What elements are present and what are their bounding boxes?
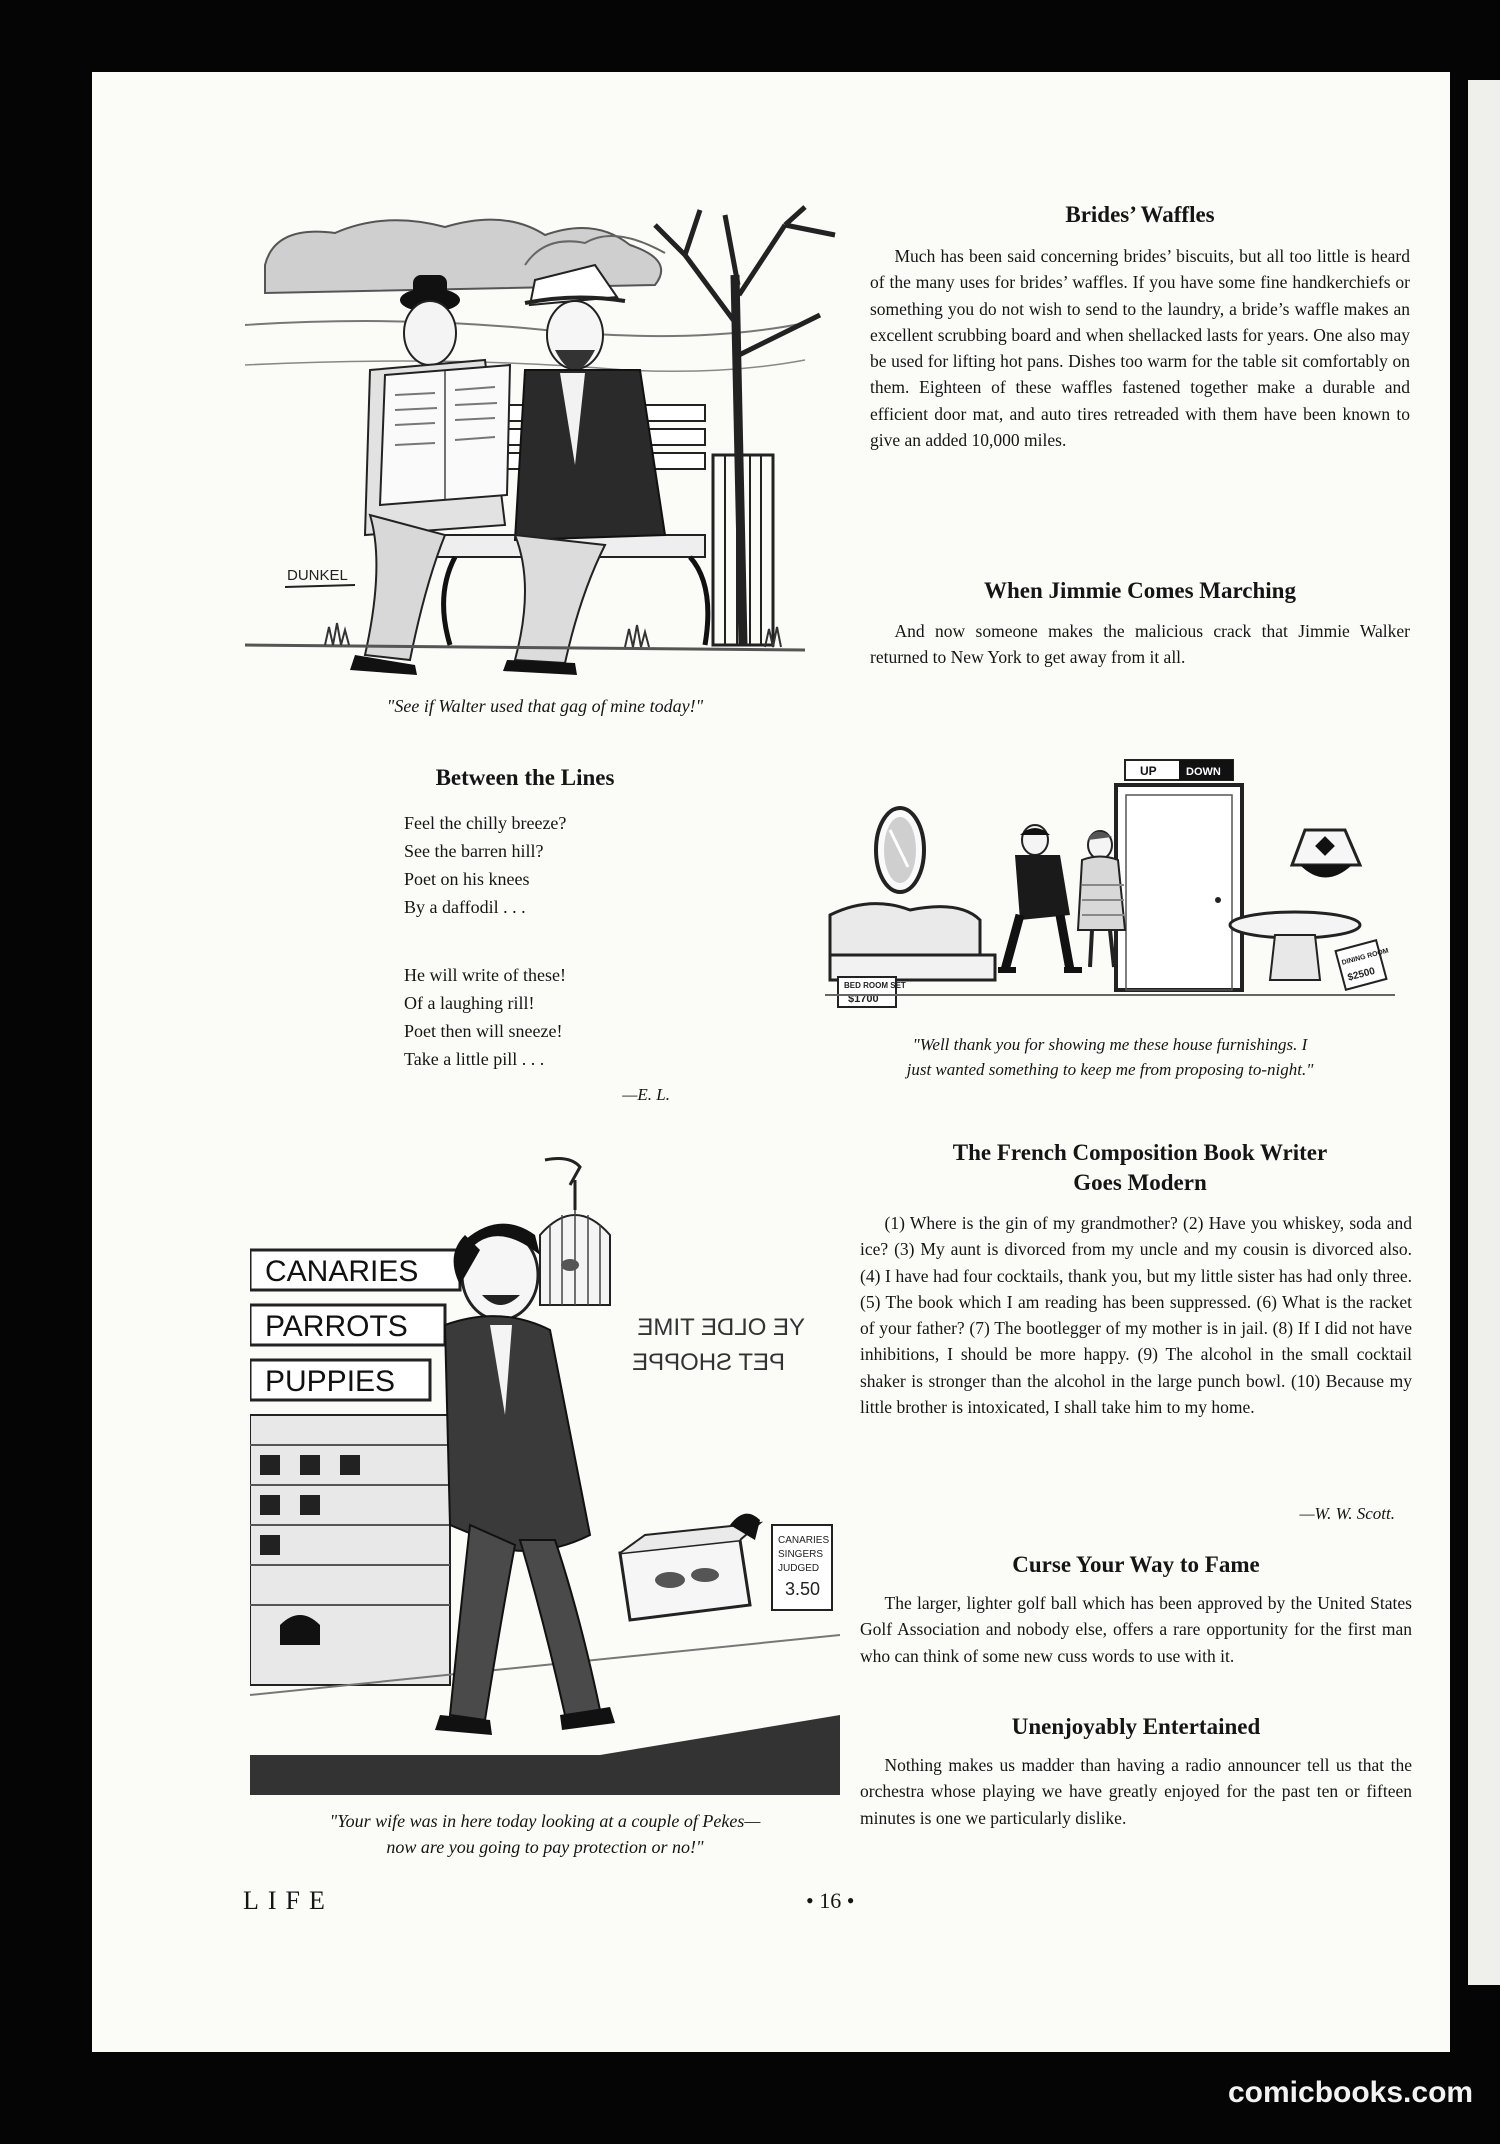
furniture-store-cartoon [820,755,1400,1025]
furniture-tag-line: SET [890,981,906,990]
french-composition-credit: —W. W. Scott. [1299,1504,1395,1523]
poem-line: Take a little pill . . . [404,1048,545,1069]
curse-heading: Curse Your Way to Fame [1012,1552,1260,1577]
poem-line: See the barren hill? [404,840,544,861]
jimmie-heading: When Jimmie Comes Marching [984,578,1296,603]
window-lettering-line: YE OLDE TIME [637,1314,805,1341]
caption-line: just wanted something to keep me from proposing to-night." [906,1059,1314,1079]
elevator-up-sign: UP [1140,764,1157,778]
canaries-sign: CANARIES [265,1255,419,1288]
price-card-line: SINGERS [778,1549,824,1560]
poem-line: By a daffodil . . . [404,896,526,917]
poem-credit: —E. L. [622,1085,670,1104]
furniture-tag-line: DINING [1341,953,1367,967]
park-bench-cartoon [245,205,845,690]
unenjoyably-body: Nothing makes us madder than having a radio announcer tell us that the orchestra whose playing we have greatly enjoyed for the past ten or fifteen minutes is one we particularly dislike. [860,1755,1412,1828]
poem-line: Poet then will sneeze! [404,1020,563,1041]
brides-waffles-heading: Brides’ Waffles [1065,202,1215,227]
caption-line: "Your wife was in here today looking at a couple of Pekes— [329,1811,761,1831]
window-lettering-line: PET SHOPPE [632,1349,785,1376]
puppies-sign: PUPPIES [265,1365,396,1398]
poem-line: Feel the chilly breeze? [404,813,567,833]
price-card-price: 3.50 [785,1579,821,1599]
price-card-line: CANARIES [778,1535,830,1546]
bedroom-set-price: $1700 [848,993,879,1005]
poem-line: Poet on his knees [404,868,530,889]
furniture-tag-line: ROOM [1366,947,1390,960]
caption-line: "Well thank you for showing me these house furnishings. I [912,1035,1308,1054]
mirrored-window-lettering [632,1314,805,1376]
jimmie-body: And now someone makes the malicious crack that Jimmie Walker returned to New York to get away from it all. [870,621,1410,668]
poem-line: Of a laughing rill! [404,992,535,1013]
elevator-down-sign: DOWN [1186,766,1221,778]
pet-shop-cartoon-caption [245,1808,845,1860]
page-number: • 16 • [806,1888,855,1913]
poem-line: He will write of these! [404,965,566,985]
watermark: comicbooks.com [1228,2076,1474,2109]
brides-waffles-body: Much has been said concerning brides’ biscuits, but all too little is heard of the many uses for brides’ waffles. If you have some fine handkerchiefs or something you do not wish to send to the laundry, a bride’s waffle makes an excellent scrubbing board and when shellacked lasts for years. One also may be used for lifting hot pans. Dishes too warm for the table sit comfortably on them. Eighteen of these waffles fastened together make a durable and efficient door mat, and auto tires retreaded with them have been known to give an added 10,000 miles. [870,246,1410,450]
next-page-edge [1468,80,1500,1985]
price-card-line: JUDGED [778,1563,820,1574]
park-cartoon-signature: DUNKEL [287,567,348,584]
poem-stanza-1 [404,810,704,922]
heading-line: The French Composition Book Writer [952,1140,1328,1165]
dining-room-price: $2500 [1346,965,1377,984]
between-lines-heading: Between the Lines [435,765,615,790]
furniture-cartoon-caption [795,1033,1425,1082]
parrots-sign: PARROTS [265,1310,408,1343]
french-composition-heading [880,1138,1400,1198]
furniture-tag-line: BED ROOM [844,981,888,990]
unenjoyably-heading: Unenjoyably Entertained [1011,1714,1261,1739]
svg-text:BED ROOM SET [844,981,906,990]
curse-body: The larger, lighter golf ball which has been approved by the United States Golf Association and nobody else, offers a rare opportunity for the first man who can think of some new cuss words to use with it. [860,1593,1412,1666]
caption-line: now are you going to pay protection or no!" [386,1837,704,1858]
french-composition-body: (1) Where is the gin of my grandmother? (2) Have you whiskey, soda and ice? (3) My aunt is divorced from my uncle and my cousin is divorced also. (4) I have had four cocktails, thank you, but my little sister has had only three. (5) The book which I am reading has been suppressed. (6) What is the racket of your father? (7) The bootlegger of my mother is in jail. (8) If I did not have inhibitions, I should be more happy. (9) The alcohol in the small cocktail shaker is stronger than the alcohol in the large punch bowl. (10) Because my little brother is intoxicated, I shall take him to my home. [860,1213,1412,1417]
poem-stanza-2 [404,962,704,1074]
magazine-title: LIFE [243,1886,334,1915]
heading-line: Goes Modern [1073,1169,1207,1195]
park-cartoon-caption: "See if Walter used that gag of mine today!" [386,696,704,716]
pet-shop-cartoon [250,1155,840,1795]
